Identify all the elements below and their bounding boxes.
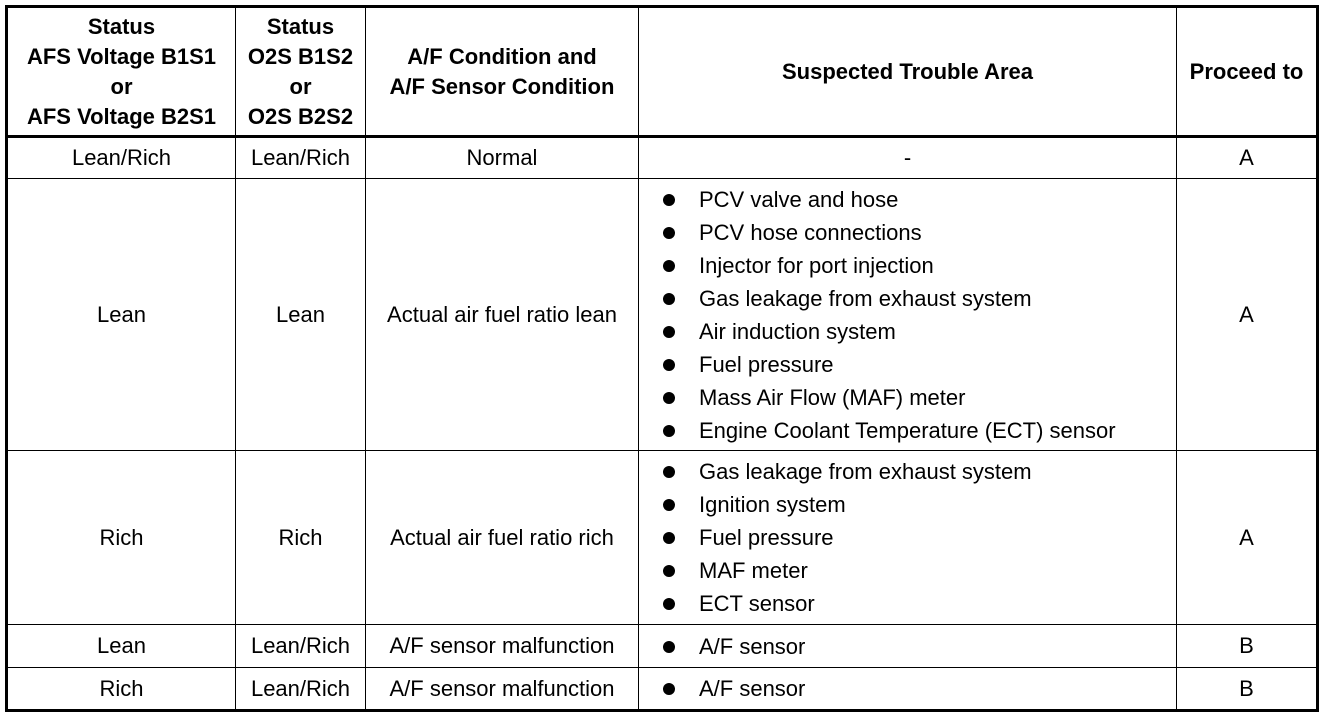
cell-condition: A/F sensor malfunction xyxy=(366,668,639,711)
bullet-icon xyxy=(663,565,675,577)
table-row xyxy=(7,451,1318,625)
list-item xyxy=(663,381,1172,414)
cell-afs-status: Rich xyxy=(7,451,236,625)
list-item xyxy=(663,488,1172,521)
bullet-icon xyxy=(663,359,675,371)
bullet-icon xyxy=(663,194,675,206)
list-item xyxy=(663,521,1172,554)
list-item xyxy=(663,455,1172,488)
bullet-icon xyxy=(663,392,675,404)
trouble-area-label: A/F sensor xyxy=(699,633,806,659)
cell-condition: Normal xyxy=(366,137,639,179)
bullet-icon xyxy=(663,499,675,511)
header-afs-line2: AFS Voltage B1S1 xyxy=(26,43,217,69)
cell-suspected-area xyxy=(639,179,1177,451)
header-proceed-to: Proceed to xyxy=(1177,7,1318,137)
trouble-area-label: Ignition system xyxy=(699,492,846,517)
header-o2s-line2: O2S B1S2 xyxy=(247,43,354,69)
cell-o2s-status: Rich xyxy=(236,451,366,625)
header-o2s-line3: or xyxy=(289,73,312,99)
cell-o2s-status: Lean xyxy=(236,179,366,451)
cell-o2s-status: Lean/Rich xyxy=(236,668,366,711)
cell-suspected-area xyxy=(639,668,1177,711)
bullet-icon xyxy=(663,260,675,272)
bullet-icon xyxy=(663,227,675,239)
table-row xyxy=(7,668,1318,711)
bullet-icon xyxy=(663,683,675,695)
header-afs-status xyxy=(7,7,236,137)
bullet-icon xyxy=(663,641,675,653)
header-cond-line1: A/F Condition and xyxy=(407,43,597,69)
list-item xyxy=(663,554,1172,587)
header-row xyxy=(7,7,1318,137)
trouble-area-list xyxy=(643,630,1172,663)
cell-o2s-status: Lean/Rich xyxy=(236,137,366,179)
trouble-area-table xyxy=(5,5,1319,712)
cell-proceed-to: A xyxy=(1177,451,1318,625)
header-o2s-status xyxy=(236,7,366,137)
cell-afs-status: Lean/Rich xyxy=(7,137,236,179)
header-afs-line4: AFS Voltage B2S1 xyxy=(26,103,217,129)
list-item xyxy=(663,216,1172,249)
table-row xyxy=(7,137,1318,179)
header-afs-line1: Status xyxy=(87,13,156,39)
trouble-area-label: Injector for port injection xyxy=(699,252,934,278)
trouble-area-label: Fuel pressure xyxy=(699,351,834,377)
cell-afs-status: Lean xyxy=(7,625,236,668)
header-o2s-line1: Status xyxy=(266,13,335,39)
bullet-icon xyxy=(663,425,675,437)
trouble-area-label: Gas leakage from exhaust system xyxy=(699,285,1032,311)
cell-suspected-area: - xyxy=(639,137,1177,179)
table-row xyxy=(7,179,1318,451)
list-item xyxy=(663,587,1172,620)
cell-o2s-status: Lean/Rich xyxy=(236,625,366,668)
cell-proceed-to: B xyxy=(1177,625,1318,668)
trouble-area-label: MAF meter xyxy=(699,558,808,583)
list-item xyxy=(663,183,1172,216)
trouble-area-label: Engine Coolant Temperature (ECT) sensor xyxy=(699,417,1116,443)
list-item xyxy=(663,630,1172,663)
bullet-icon xyxy=(663,293,675,305)
cell-condition: Actual air fuel ratio lean xyxy=(366,179,639,451)
cell-afs-status: Rich xyxy=(7,668,236,711)
trouble-area-label: Fuel pressure xyxy=(699,525,834,550)
cell-suspected-area xyxy=(639,625,1177,668)
trouble-area-list xyxy=(643,672,1172,705)
list-item xyxy=(663,348,1172,381)
list-item xyxy=(663,414,1172,447)
table-body xyxy=(7,137,1318,711)
bullet-icon xyxy=(663,532,675,544)
trouble-area-label: PCV hose connections xyxy=(699,219,922,245)
list-item xyxy=(663,672,1172,705)
trouble-area-label: A/F sensor xyxy=(699,676,806,701)
trouble-area-label: Gas leakage from exhaust system xyxy=(699,459,1032,484)
cell-proceed-to: A xyxy=(1177,179,1318,451)
trouble-area-list xyxy=(643,455,1172,620)
header-afs-line3: or xyxy=(110,73,133,99)
header-cond-line2: A/F Sensor Condition xyxy=(389,73,615,99)
bullet-icon xyxy=(663,326,675,338)
list-item xyxy=(663,249,1172,282)
trouble-area-label: ECT sensor xyxy=(699,591,815,616)
cell-afs-status: Lean xyxy=(7,179,236,451)
cell-proceed-to: A xyxy=(1177,137,1318,179)
trouble-area-list xyxy=(643,183,1172,447)
table-row xyxy=(7,625,1318,668)
trouble-area-label: PCV valve and hose xyxy=(699,186,899,212)
bullet-icon xyxy=(663,466,675,478)
cell-proceed-to: B xyxy=(1177,668,1318,711)
cell-condition: A/F sensor malfunction xyxy=(366,625,639,668)
list-item xyxy=(663,282,1172,315)
header-o2s-line4: O2S B2S2 xyxy=(247,103,354,129)
header-suspected-area: Suspected Trouble Area xyxy=(639,7,1177,137)
bullet-icon xyxy=(663,598,675,610)
cell-suspected-area xyxy=(639,451,1177,625)
cell-condition: Actual air fuel ratio rich xyxy=(366,451,639,625)
list-item xyxy=(663,315,1172,348)
trouble-area-label: Air induction system xyxy=(699,318,896,344)
trouble-area-label: Mass Air Flow (MAF) meter xyxy=(699,384,966,410)
header-af-condition xyxy=(366,7,639,137)
